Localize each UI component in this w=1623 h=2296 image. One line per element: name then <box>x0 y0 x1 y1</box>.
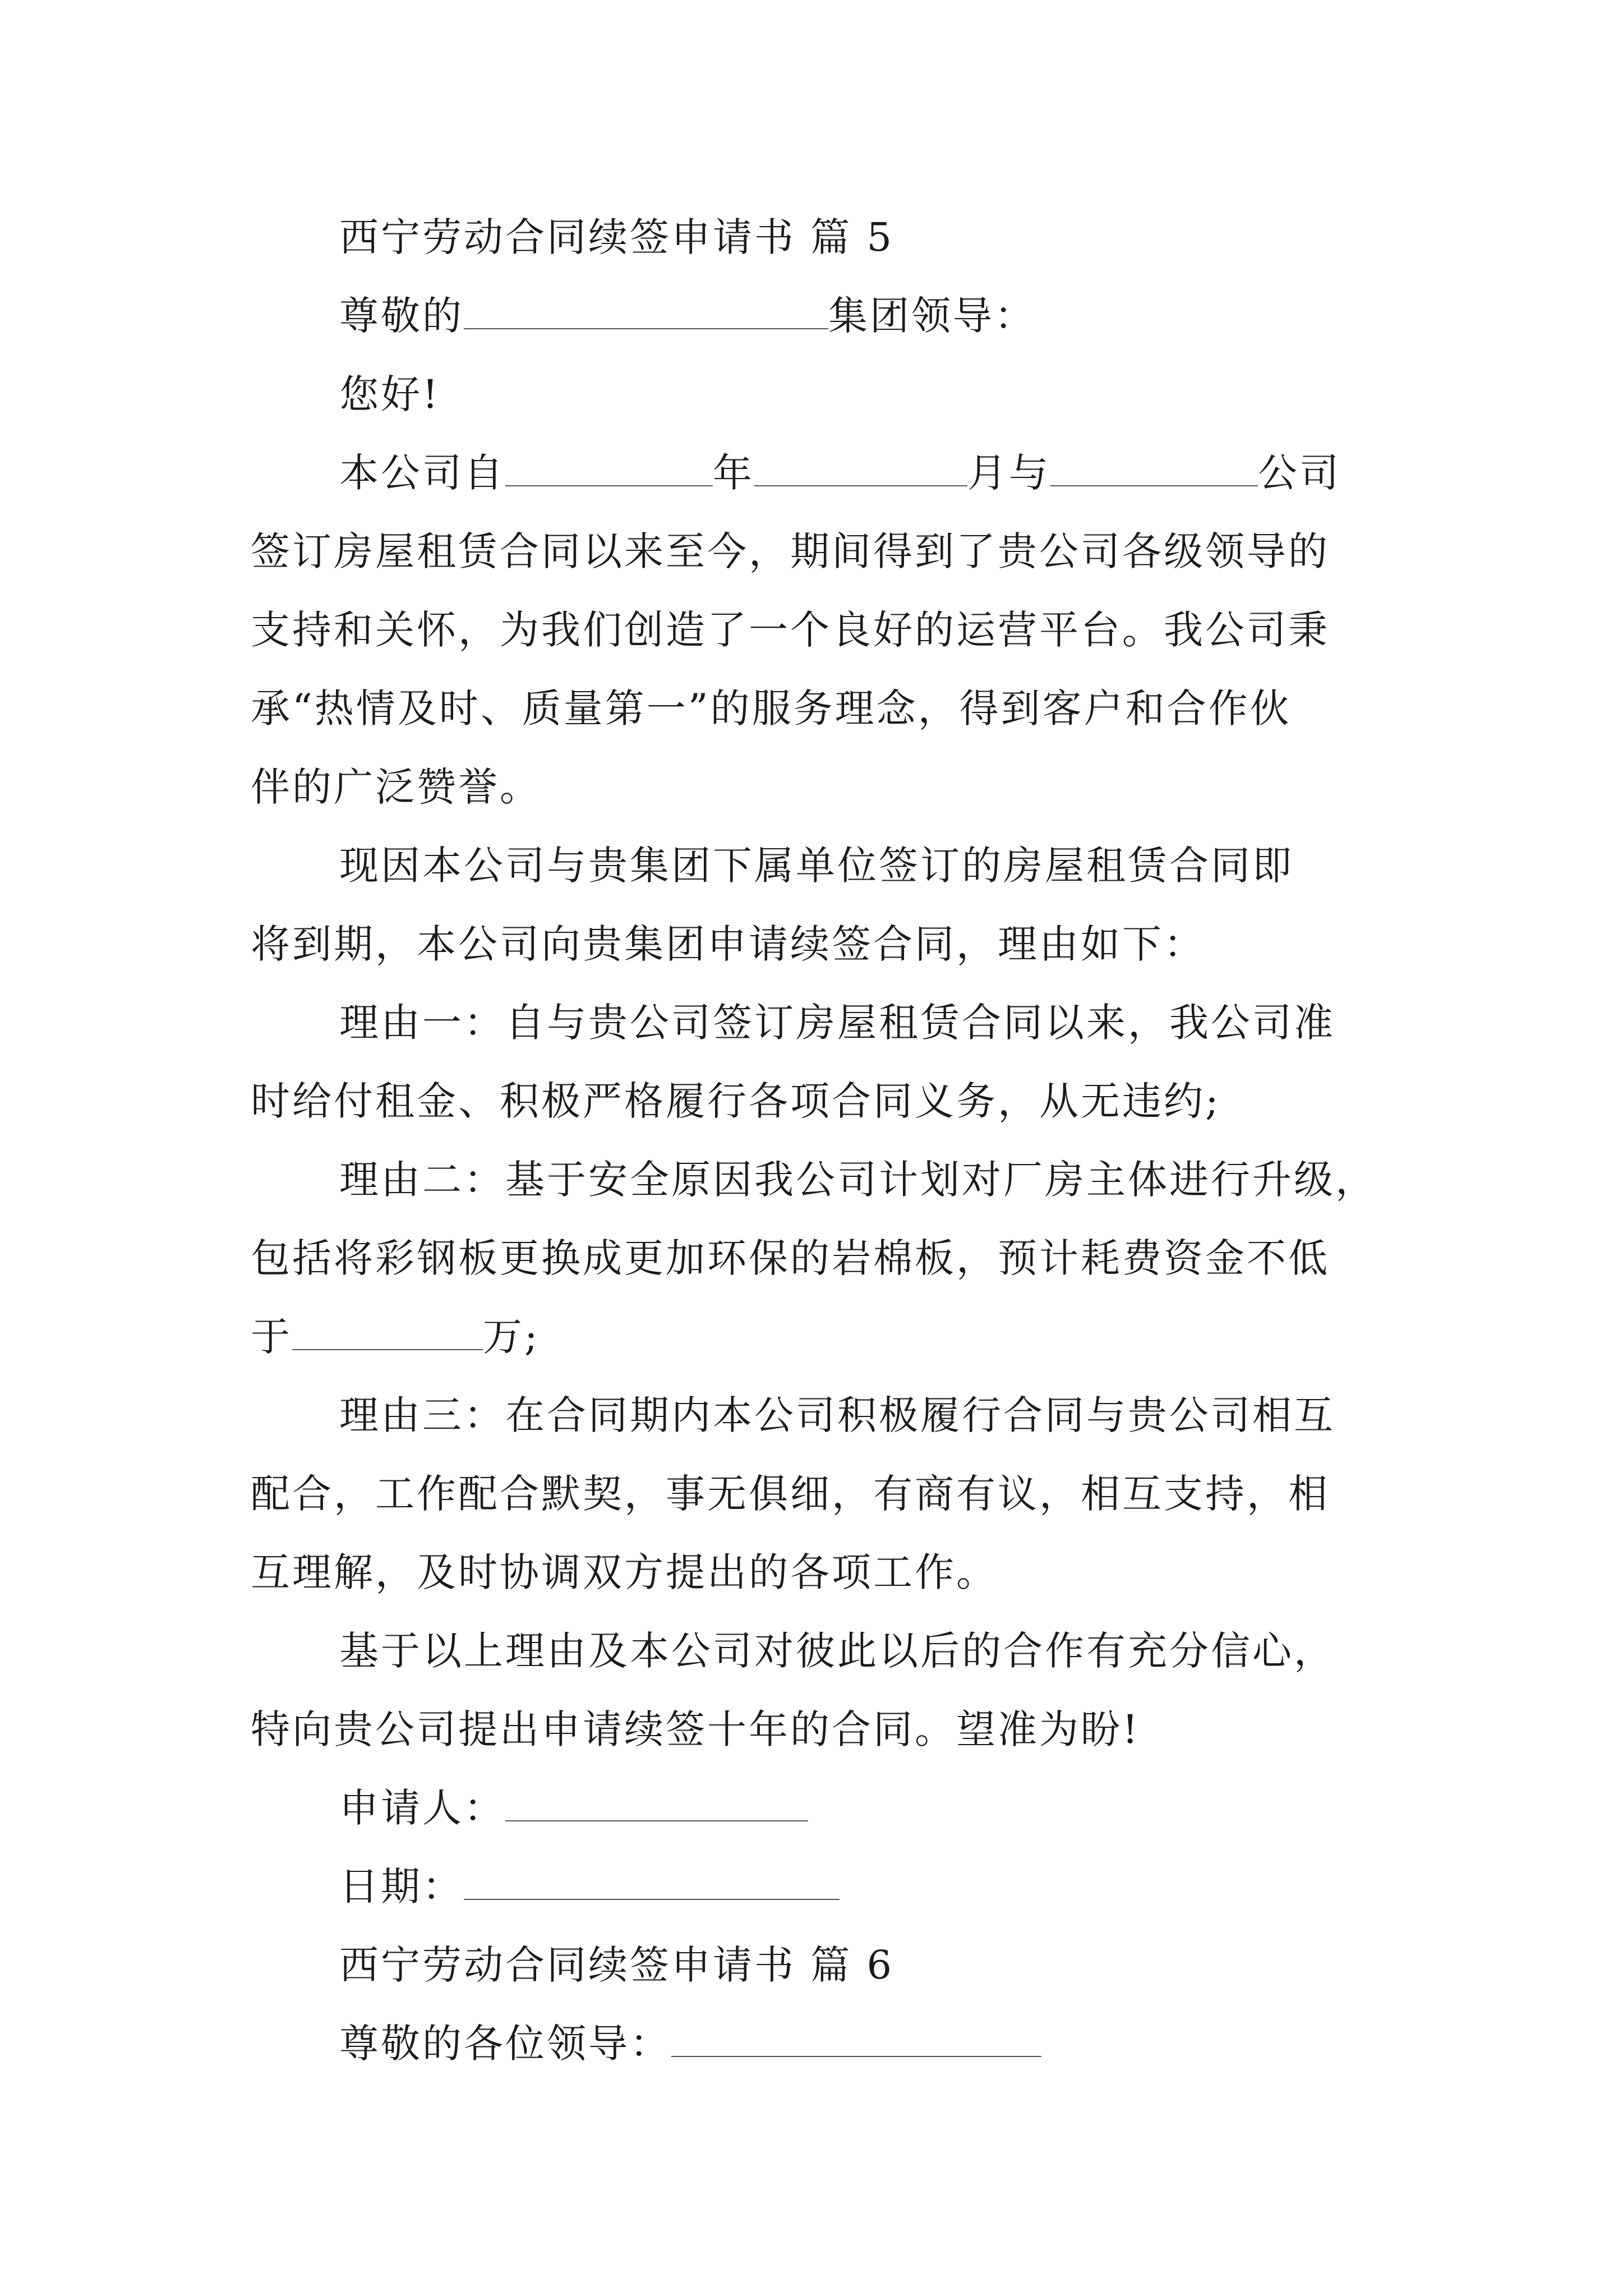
reason1-line2: 时给付租金、积极严格履行各项合同义务，从无违约; <box>251 1078 1221 1124</box>
date-line <box>339 1864 840 1910</box>
section6-salutation: 尊敬的各位领导： <box>339 2024 1041 2063</box>
year-blank <box>505 455 713 486</box>
section5-salutation <box>339 293 1036 339</box>
section6-title: 西宁劳动合同续签申请书 篇 6 <box>339 1942 895 1988</box>
paragraph2-line2: 将到期，本公司向贵集团申请续签合同，理由如下： <box>251 921 1205 967</box>
paragraph2-line1: 现因本公司与贵集团下属单位签订的房屋租赁合同即 <box>339 843 1294 889</box>
applicant-blank <box>505 1790 808 1821</box>
date-blank <box>464 1869 840 1900</box>
conclusion-line2: 特向贵公司提出申请续签十年的合同。望准为盼! <box>251 1706 1141 1752</box>
conclusion-line1: 基于以上理由及本公司对彼此以后的合作有充分信心， <box>339 1628 1335 1674</box>
reason2-line1: 理由二：基于安全原因我公司计划对厂房主体进行升级， <box>339 1157 1377 1203</box>
reason2-line2: 包括将彩钢板更换成更加环保的岩棉板，预计耗费资金不低 <box>251 1235 1330 1281</box>
section5-title: 西宁劳动合同续签申请书 篇 5 <box>339 214 895 260</box>
reason3-line2: 配合，工作配合默契，事无俱细，有商有议，相互支持，相 <box>251 1471 1330 1517</box>
paragraph1-line3: 支持和关怀，为我们创造了一个良好的运营平台。我公司秉 <box>251 607 1330 653</box>
reason1-line1: 理由一：自与贵公司签订房屋租赁合同以来，我公司准 <box>339 1000 1335 1046</box>
applicant-line <box>339 1785 808 1831</box>
reason3-line3: 互理解，及时协调双方提出的各项工作。 <box>251 1549 998 1595</box>
paragraph1-line4: 承“热情及时、质量第一”的服务理念，得到客户和合作伙 <box>251 685 1292 731</box>
reason3-line1: 理由三：在合同期内本公司积极履行合同与贵公司相互 <box>339 1392 1335 1438</box>
company-blank <box>1050 455 1258 486</box>
salutation-suffix: 集团领导： <box>828 293 1036 339</box>
applicant-label: 申请人： <box>339 1785 505 1831</box>
month-blank <box>754 455 967 486</box>
amount-blank <box>292 1319 483 1350</box>
reason2-line3: 于 万; <box>251 1314 540 1360</box>
paragraph1-line5: 伴的广泛赞誉。 <box>251 764 541 810</box>
paragraph1-line2: 签订房屋租赁合同以来至今，期间得到了贵公司各级领导的 <box>251 528 1330 574</box>
date-label: 日期： <box>339 1864 464 1910</box>
greeting: 您好! <box>339 371 441 417</box>
section6-blank <box>671 2026 1041 2057</box>
paragraph1-line1: 本公司自 年 月与 公司 <box>339 450 1341 496</box>
salutation-prefix: 尊敬的 <box>339 293 464 339</box>
recipient-blank <box>464 298 828 329</box>
